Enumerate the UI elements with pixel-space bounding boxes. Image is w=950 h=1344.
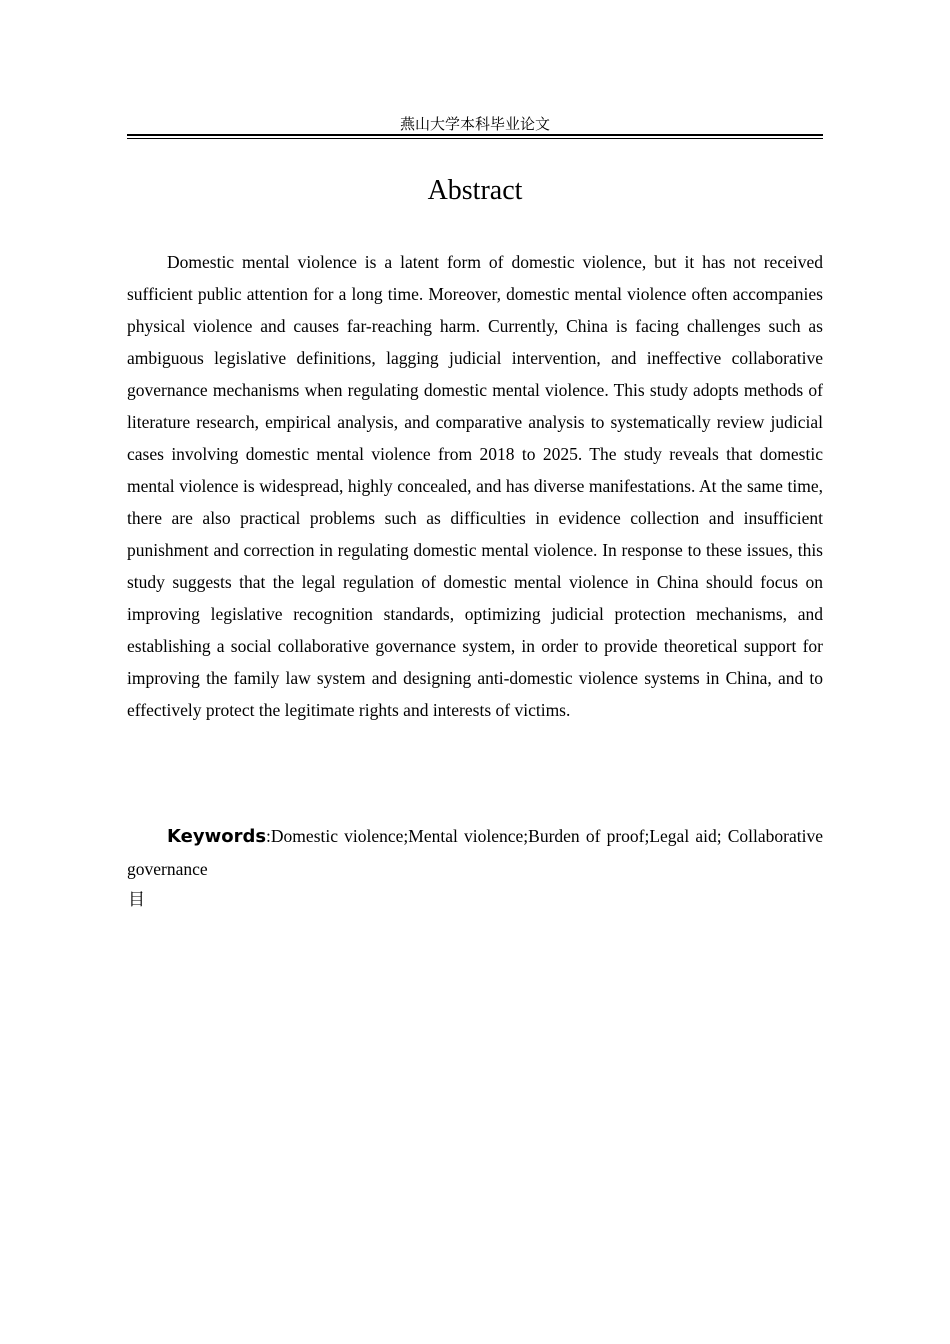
- toc-heading-fragment: 目: [128, 890, 145, 910]
- header-rule-thin: [127, 138, 823, 139]
- header-rule-thick: [127, 134, 823, 136]
- keywords-text: Domestic violence;Mental violence;Burden of proof;Legal aid; Collaborative governance: [127, 826, 823, 879]
- abstract-body: Domestic mental violence is a latent form of domestic violence, but it has not received sufficient public attention for a long time. Moreover, domestic mental violence often accompanies physical violence and causes far-reaching harm. Currently, China is facing challenges such as ambiguous legislative definitions, lagging judicial intervention, and ineffective collaborative governance mechanisms when regulating domestic mental violence. This study adopts methods of literature research, empirical analysis, and comparative analysis to systematically review judicial cases involving domestic mental violence from 2018 to 2025. The study reveals that domestic mental violence is widespread, highly concealed, and has diverse manifestations. At the same time, there are also practical problems such as difficulties in evidence collection and insufficient punishment and correction in regulating domestic mental violence. In response to these issues, this study suggests that the legal regulation of domestic mental violence in China should focus on improving legislative recognition standards, optimizing judicial protection mechanisms, and establishing a social collaborative governance system, in order to provide theoretical support for improving the family law system and designing anti-domestic violence systems in China, and to effectively protect the legitimate rights and interests of victims.: [127, 252, 823, 720]
- keywords-paragraph: [127, 820, 823, 885]
- keywords-label: Keywords: [167, 826, 267, 847]
- running-header: 燕山大学本科毕业论文: [399, 115, 550, 133]
- keywords-separator: :: [266, 826, 271, 846]
- abstract-title: Abstract: [427, 175, 523, 206]
